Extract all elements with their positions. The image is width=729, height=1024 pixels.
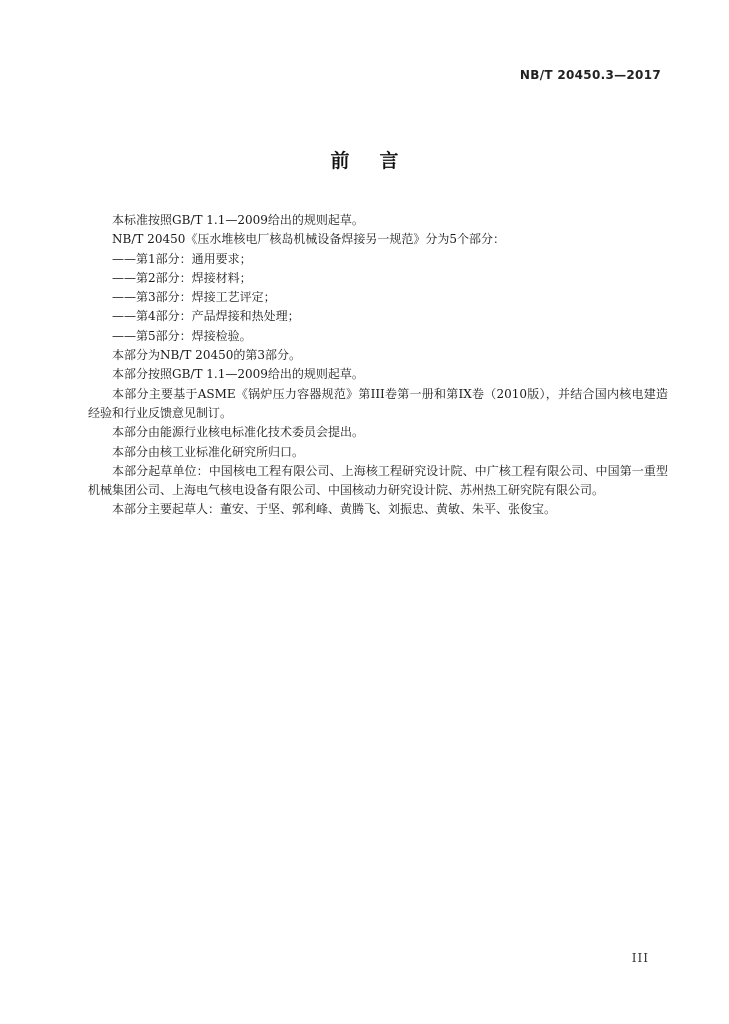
paragraph-basis: 本部分主要基于ASME《锅炉压力容器规范》第III卷第一册和第IX卷（2010版），并结合国内核电建造经验和行业反馈意见制订。 <box>88 386 668 420</box>
paragraph-this-part: 本部分为NB/T 20450的第3部分。 <box>112 348 301 363</box>
paragraph-drafting-units: 本部分起草单位：中国核电工程有限公司、上海核工程研究设计院、中广核工程有限公司、中国第一重型机械集团公司、上海电气核电设备有限公司、中国核动力研究设计院、苏州热工研究院有限公司。 <box>88 463 668 498</box>
paragraph-centralized-by: 本部分由核工业标准化研究所归口。 <box>112 444 305 459</box>
paragraph-drafters: 本部分主要起草人：董安、于坚、郭利峰、黄腾飞、刘振忠、黄敏、朱平、张俊宝。 <box>112 502 557 517</box>
list-item-part-1: ——第1部分：通用要求； <box>112 251 252 266</box>
paragraph-part-drafting-rules: 本部分按照GB/T 1.1—2009给出的规则起草。 <box>112 367 364 382</box>
list-item-part-2: ——第2部分：焊接材料； <box>112 270 252 285</box>
list-item-part-5: ——第5部分：焊接检验。 <box>112 328 252 343</box>
paragraph-drafting-rules: 本标准按照GB/T 1.1—2009给出的规则起草。 <box>112 213 364 227</box>
foreword-body <box>88 211 668 520</box>
standard-code-header: NB/T 20450.3—2017 <box>519 68 661 82</box>
list-item-part-3: ——第3部分：焊接工艺评定； <box>112 290 276 305</box>
page-title: 前言 <box>330 150 429 172</box>
page-number: III <box>631 951 649 965</box>
list-item-part-4: ——第4部分：产品焊接和热处理； <box>112 309 300 324</box>
paragraph-proposed-by: 本部分由能源行业核电标准化技术委员会提出。 <box>112 425 365 440</box>
paragraph-parts-intro: NB/T 20450《压水堆核电厂核岛机械设备焊接另一规范》分为5个部分： <box>112 232 505 247</box>
